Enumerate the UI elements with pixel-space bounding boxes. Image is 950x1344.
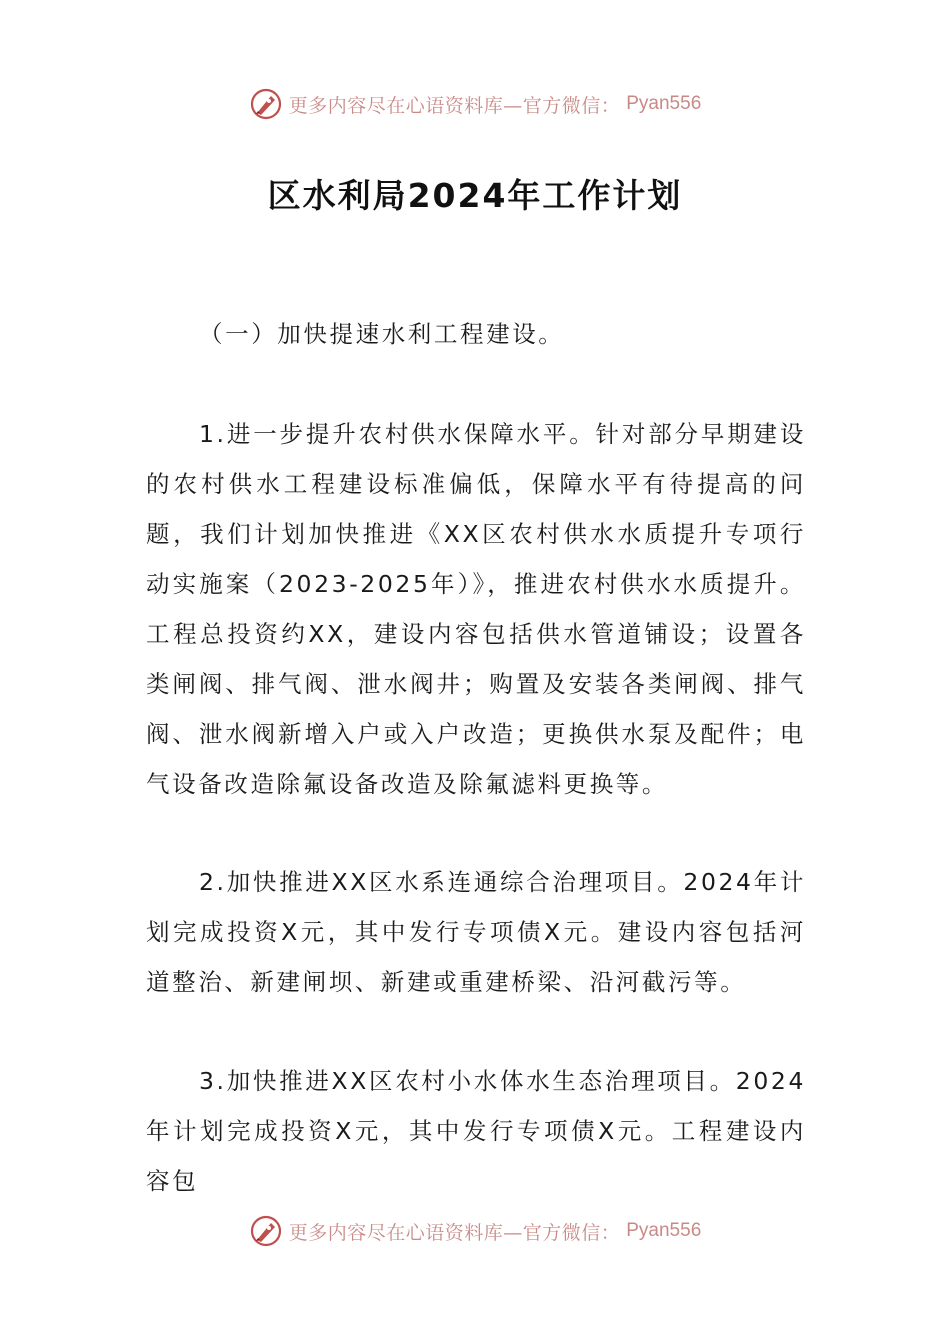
watermark-footer [0,1209,950,1253]
section-heading: （一）加快提速水利工程建设。 [199,320,565,348]
watermark-text: 更多内容尽在心语资料库—官方微信： [288,94,621,117]
pen-nib-logo-icon [249,87,283,121]
watermark-wechat-id: Pyan556 [626,1220,702,1241]
watermark-text: 更多内容尽在心语资料库—官方微信： [288,1221,621,1244]
paragraph-3: 3.加快推进XX区农村小水体水生态治理项目。2024年计划完成投资X元，其中发行专项债X元。工程建设内容包 [146,1067,806,1195]
document-title: 区水利局2024年工作计划 [267,176,683,215]
pen-nib-logo-icon [249,1214,283,1248]
watermark-header [0,82,950,126]
paragraph-2: 2.加快推进XX区水系连通综合治理项目。2024年计划完成投资X元，其中发行专项债X元。建设内容包括河道整治、新建闸坝、新建或重建桥梁、沿河截污等。 [146,868,806,996]
watermark-wechat-id: Pyan556 [626,93,702,114]
paragraph-1: 1.进一步提升农村供水保障水平。针对部分早期建设的农村供水工程建设标准偏低，保障水平有待提高的问题，我们计划加快推进《XX区农村供水水质提升专项行动实施案（2023-2025年）》，推进农村供水水质提升。工程总投资约XX，建设内容包括供水管道铺设；设置各类闸阀、排气阀、泄水阀井；购置及安装各类闸阀、排气阀、泄水阀新增入户或入户改造；更换供水泵及配件；电气设备改造除氟设备改造及除氟滤料更换等。 [146,420,806,798]
